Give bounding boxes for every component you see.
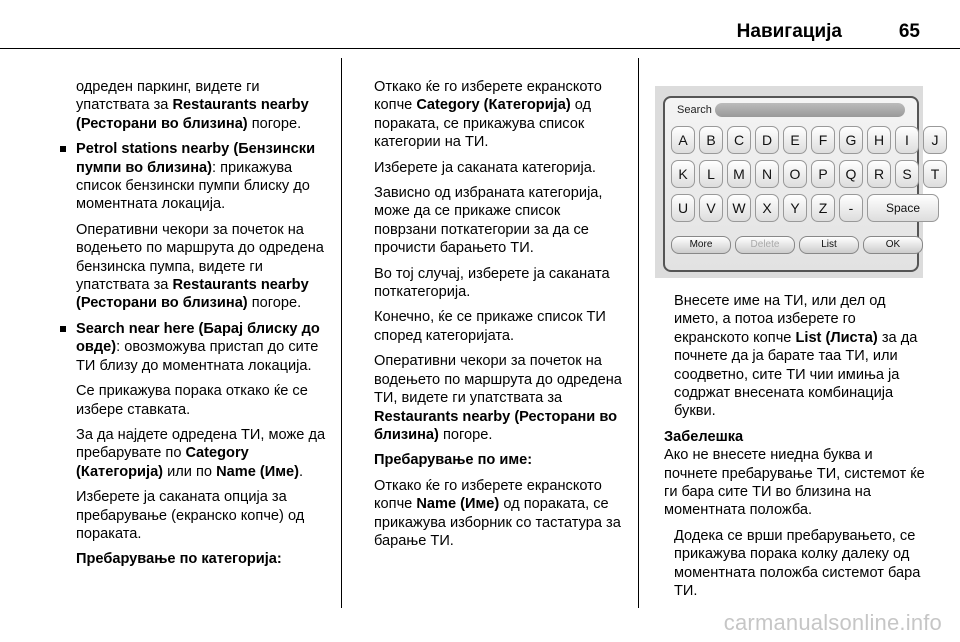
watermark: carmanualsonline.info <box>723 610 942 635</box>
key: K <box>671 160 695 188</box>
delete-button: Delete <box>735 236 795 254</box>
page-header <box>0 0 960 48</box>
paragraph: За да најдете одредена ТИ, може да пребарувате по Category (Категорија) или по Name (Име). <box>76 426 326 480</box>
more-button: More <box>671 236 731 254</box>
paragraph: Во тој случај, изберете ја саканата поткатегорија. <box>374 265 610 301</box>
section-heading: Пребарување по име: <box>374 452 533 469</box>
page-title: Навигација <box>736 21 842 42</box>
paragraph: одреден паркинг, видете ги упатствата за Restaurants nearby (Ресторани во близина) погоре. <box>76 79 309 132</box>
note-title: Забелешка <box>664 428 744 445</box>
key: B <box>699 126 723 154</box>
key: Y <box>783 194 807 222</box>
bullet-item: Petrol stations nearby (Бензински пумпи во близина): прикажува список бензински пумпи блиску до моментната локација. <box>76 140 334 214</box>
keyboard-screenshot <box>655 86 940 278</box>
paragraph: Оперативни чекори за почеток на водењето по маршрута до одредена бензинска пумпа, видете ги упатствата за Restaurants nearby (Ресторани во близина) погоре. <box>76 221 324 312</box>
key: H <box>867 126 891 154</box>
key: L <box>699 160 723 188</box>
paragraph: Откако ќе го изберете екранското копче Category (Категорија) од пораката, се прикажува список категории на ТИ. <box>374 79 602 151</box>
key: A <box>671 126 695 154</box>
paragraph: Додека се врши пребарувањето, се прикажува порака колку далеку од моментната положба системот бара ТИ. <box>674 527 921 600</box>
key: X <box>755 194 779 222</box>
bullet-icon <box>60 326 66 332</box>
key: W <box>727 194 751 222</box>
key: C <box>727 126 751 154</box>
onscreen-keyboard <box>663 96 940 272</box>
search-input <box>715 103 905 117</box>
key: Q <box>839 160 863 188</box>
keyboard-button-row <box>671 236 923 254</box>
paragraph: Конечно, ќе се прикаже список ТИ според категоријата. <box>374 309 606 344</box>
paragraph: Откако ќе го изберете екранското копче Name (Име) од пораката, се прикажува изборник со тастатура за барање ТИ. <box>374 477 621 549</box>
key: D <box>755 126 779 154</box>
key: E <box>783 126 807 154</box>
space-key: Space <box>867 194 939 222</box>
bullet-item: Search near here (Барај блиску до овде): овозможува пристап до сите ТИ близу до моментната локација. <box>76 320 334 375</box>
ok-button: OK <box>863 236 923 254</box>
text-column-2 <box>374 78 626 557</box>
section-heading: Пребарување по категорија: <box>76 551 282 568</box>
paragraph: Зависно од избраната категорија, може да се прикаже список поврзани поткатегории за да се прочисти барањето ТИ. <box>374 185 603 257</box>
key: J <box>923 126 947 154</box>
header-rule <box>0 48 960 49</box>
key-row-1 <box>671 126 947 154</box>
key-row-3 <box>671 194 939 222</box>
key: G <box>839 126 863 154</box>
paragraph: Изберете ја саканата категорија. <box>374 159 596 176</box>
page-number: 65 <box>898 21 920 42</box>
key: O <box>783 160 807 188</box>
key: N <box>755 160 779 188</box>
key: F <box>811 126 835 154</box>
key: - <box>839 194 863 222</box>
bullet-icon <box>60 146 66 152</box>
key: M <box>727 160 751 188</box>
key: I <box>895 126 919 154</box>
key: T <box>923 160 947 188</box>
column-divider-1 <box>341 58 342 608</box>
key: Z <box>811 194 835 222</box>
paragraph: Внесете име на ТИ, или дел од името, а потоа изберете го екранското копче List (Листа) за да почнете да ја барате таа ТИ, или соодветно, сите ТИ чии имиња ја содржат внесената комбинација букви. <box>674 293 918 420</box>
text-column-3 <box>664 292 926 608</box>
column-divider-2 <box>638 58 639 608</box>
text-column-1 <box>76 78 334 576</box>
key: P <box>811 160 835 188</box>
key: S <box>895 160 919 188</box>
list-button: List <box>799 236 859 254</box>
key: V <box>699 194 723 222</box>
search-label: Search <box>677 104 712 116</box>
paragraph: Се прикажува порака откако ќе се избере ставката. <box>76 383 308 418</box>
note-text: Ако не внесете ниедна буква и почнете пребарување ТИ, системот ќе ги бара сите ТИ во близина на моментната положба. <box>664 447 925 519</box>
key-row-2 <box>671 160 947 188</box>
key: R <box>867 160 891 188</box>
paragraph: Оперативни чекори за почеток на водењето по маршрута до одредена ТИ, видете ги упатствата за Restaurants nearby (Ресторани во близина) погоре. <box>374 353 622 443</box>
key: U <box>671 194 695 222</box>
paragraph: Изберете ја саканата опција за пребарување (екранско копче) од пораката. <box>76 489 305 542</box>
